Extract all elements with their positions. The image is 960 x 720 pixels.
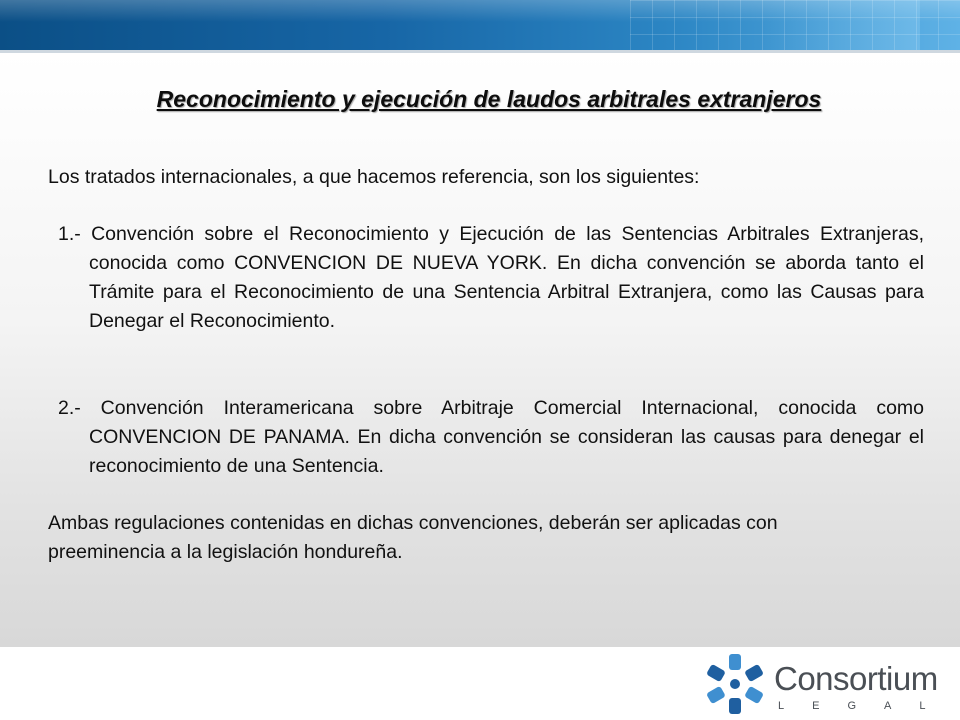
header-banner [0, 0, 960, 50]
treaty-item-panama: 2.- Convención Interamericana sobre Arbitraje Comercial Internacional, conocida como CONVENCION DE PANAMA. En dicha convención se consideran las causas para denegar el reconocimiento de una Sentencia. [58, 397, 924, 477]
closing-paragraph: Ambas regulaciones contenidas en dichas convenciones, deberán ser aplicadas con preeminencia a la legislación hondureña. [48, 512, 778, 563]
slide-title: Reconocimiento y ejecución de laudos arbitrales extranjeros [156, 86, 822, 112]
intro-paragraph: Los tratados internacionales, a que hacemos referencia, son los siguientes: [48, 166, 700, 188]
treaty-item-new-york: 1.- Convención sobre el Reconocimiento y Ejecución de las Sentencias Arbitrales Extranjeras, conocida como CONVENCION DE NUEVA YORK. En dicha convención se aborda tanto el Trámite para el Reconocimiento de una Sentencia Arbitral Extranjera, como las Causas para Denegar el Reconocimiento. [58, 223, 924, 332]
banner-tile-pattern [630, 0, 960, 50]
logo-wordmark: Consortium [774, 660, 938, 697]
logo-tagline: LEGAL [778, 700, 954, 712]
consortium-star-icon [698, 652, 772, 716]
consortium-legal-logo [698, 652, 954, 716]
